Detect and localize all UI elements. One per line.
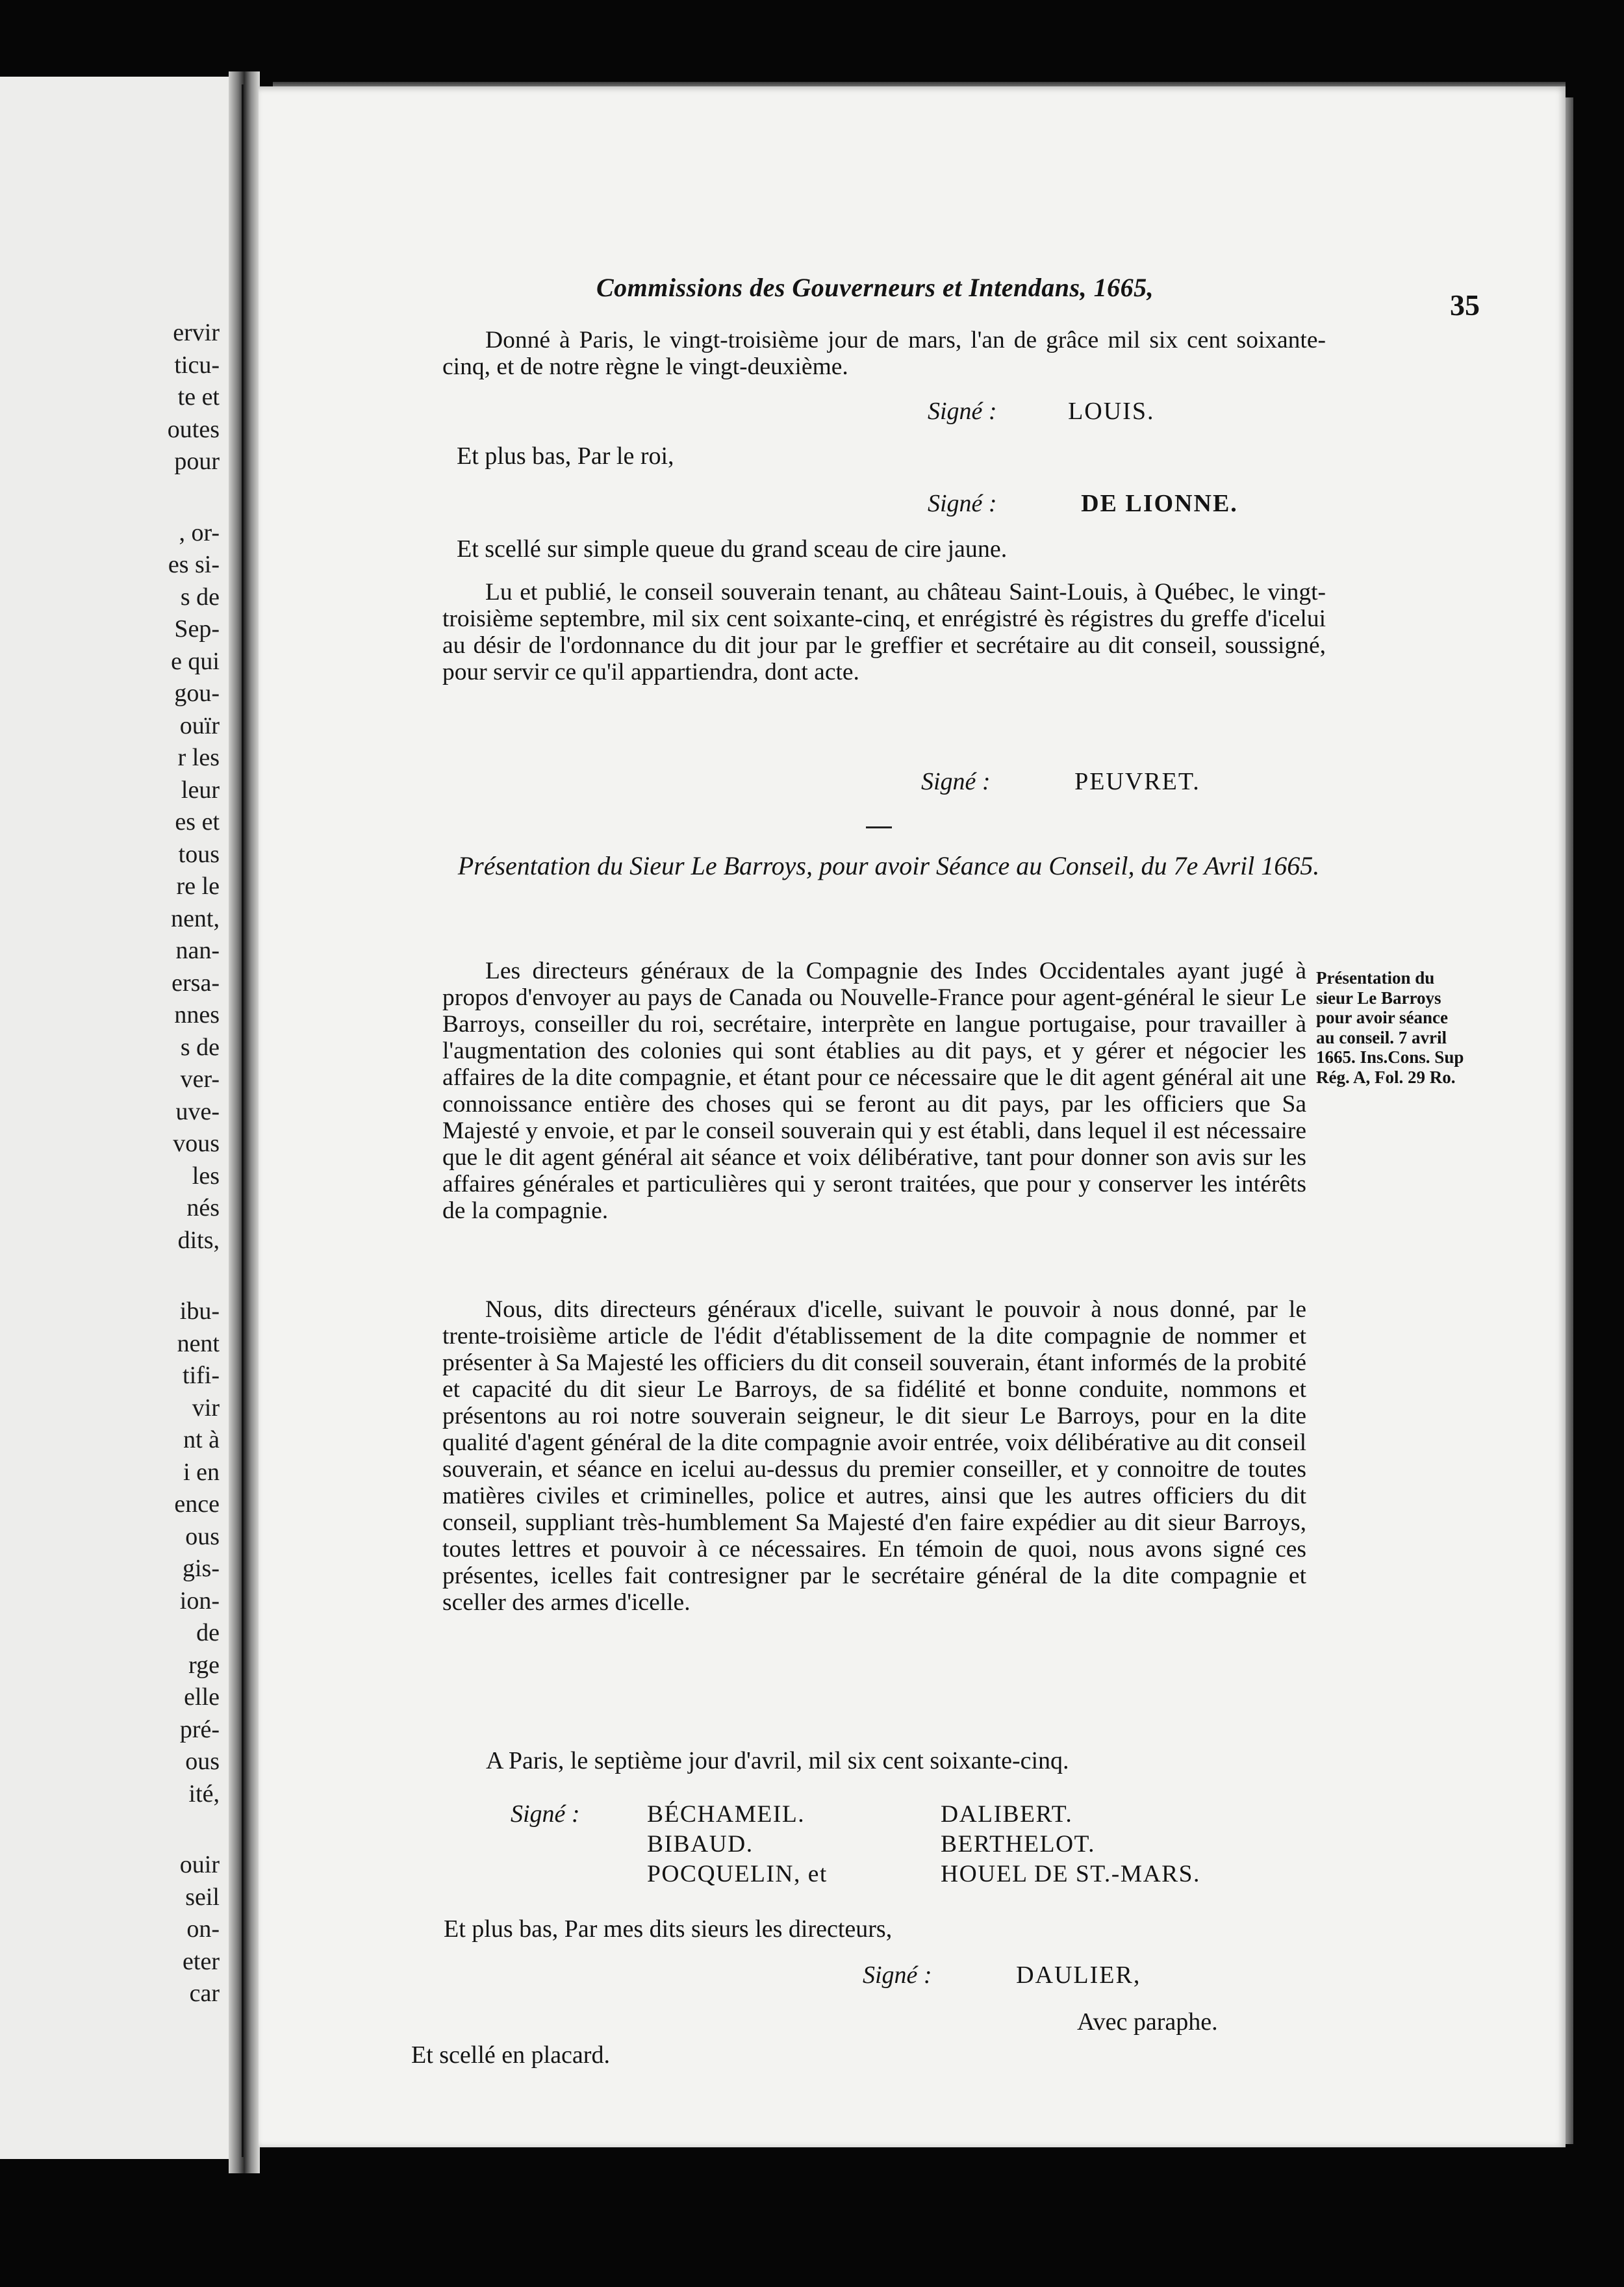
left-facing-page	[0, 77, 229, 2159]
signature-label: Signé :	[928, 398, 997, 425]
paragraph-nous: Nous, dits directeurs généraux d'icelle, suivant le pouvoir à nous donné, par le trente-troisième article de l'édit d'établissement de la dite compagnie de nommer et présenter à Sa Majesté les officiers du dit conseil souverain, étant informés de la probité et capacité du dit sieur Le Barroys, de sa fidélité et bonne conduite, nommons et présentons au roi notre souverain seigneur, le dit sieur Le Barroys, pour en la dite qualité d'agent général de la dite compagnie avoir entrée, voix délibérative au dit conseil souverain, et séance en icelui au-dessus du premier conseiller, et y connoitre de toutes matières civiles et criminelles, police et autres, ainsi que les autres officiers du dit conseil, suppliant très-humblement Sa Majesté d'en faire expédier au dit sieur Barroys, toutes lettres et pouvoir à ce nécessaires. En témoin de quoi, nous avons signé ces présentes, icelles fait contresigner par le secrétaire général de la dite compagnie et sceller des armes d'icelle.	[442, 1296, 1306, 1616]
signature-label: Signé :	[863, 1961, 932, 1989]
left-fragment-line: pré-	[179, 1715, 220, 1743]
signature-name: LOUIS.	[1068, 398, 1155, 425]
paragraph-directeurs: Les directeurs généraux de la Compagnie des Indes Occidentales ayant jugé à propos d'envoyer au pays de Canada ou Nouvelle-France pour agent-général le sieur Le Barroys, conseiller du roi, secrétaire, interprète en langue portugaise, pour travailler à l'augmentation des colonies qui sont établies au dit pays, et y gérer et négocier les affaires de la dite compagnie, et étant pour ce nécessaire que le dit agent général ait une connoissance entière des choses qui se feront au dit pays, par les officiers que Sa Majesté y envoie, et par le conseil souverain qui y est établi, dans lequel il est nécessaire que le dit agent général ait séance et voix délibérative, tant pour donner son avis sur les affaires générales et particulières qui y seront traitées, que pour y conserver les intérêts de la compagnie.	[442, 958, 1306, 1224]
left-fragment-line: nent	[177, 1329, 220, 1357]
left-fragment-line: outes	[167, 415, 220, 443]
place-date-line: A Paris, le septième jour d'avril, mil six cent soixante-cinq.	[486, 1747, 1069, 1774]
left-fragment-line: leur	[181, 776, 220, 804]
left-fragment-line: ver-	[180, 1066, 220, 1093]
left-fragment-line: nent,	[171, 904, 220, 932]
left-fragment-line: te et	[177, 383, 220, 411]
par-directeurs-line: Et plus bas, Par mes dits sieurs les directeurs,	[444, 1915, 893, 1943]
left-fragment-line: es et	[175, 808, 220, 836]
left-page-text-fragments	[168, 317, 220, 2010]
opening-paragraph: Donné à Paris, le vingt-troisième jour de mars, l'an de grâce mil six cent soixante-cinq, et de notre règne le vingt-deuxième.	[442, 327, 1326, 380]
left-fragment-line: tous	[178, 840, 220, 868]
left-fragment-line: ion-	[179, 1587, 220, 1615]
director-name: POCQUELIN, et	[647, 1861, 828, 1887]
left-fragment-line: gis-	[183, 1555, 220, 1582]
closing-line: Et scellé en placard.	[411, 2041, 610, 2069]
section-title: Présentation du Sieur Le Barroys, pour avoir Séance au Conseil, du 7e Avril 1665.	[457, 851, 1320, 880]
left-fragment-line: nt à	[183, 1426, 220, 1453]
left-fragment-line: ité,	[188, 1780, 220, 1808]
left-fragment-line: de	[196, 1619, 220, 1646]
left-fragment-line: gou-	[174, 680, 220, 707]
directors-names-column-2	[941, 1800, 1200, 1889]
left-fragment-line: les	[192, 1162, 220, 1190]
left-fragment-line: on-	[186, 1915, 220, 1943]
left-fragment-line: e qui	[171, 647, 220, 675]
left-fragment-line: re le	[176, 873, 220, 900]
signature-name: PEUVRET.	[1074, 768, 1200, 795]
left-fragment-line: ence	[174, 1490, 220, 1518]
left-fragment-line: vous	[173, 1130, 220, 1157]
left-fragment-line: , or-	[179, 518, 220, 546]
directors-names-column-1	[647, 1800, 828, 1889]
registration-paragraph: Lu et publié, le conseil souverain tenant, au château Saint-Louis, à Québec, le vingt-troisième septembre, mil six cent soixante-cinq, et enrégistré ès régistres du greffe d'icelui au désir de l'ordonnance du dit jour par le greffier et secrétaire au dit conseil, soussigné, pour servir ce qu'il appartiendra, dont acte.	[442, 579, 1326, 685]
left-fragment-line: nés	[186, 1194, 220, 1221]
left-fragment-line: nan-	[175, 937, 220, 964]
left-fragment-line: r les	[177, 744, 220, 771]
seal-line: Et scellé sur simple queue du grand sceau de cire jaune.	[457, 535, 1008, 563]
main-page	[259, 86, 1566, 2147]
gutter-shadow-line	[242, 84, 244, 2157]
left-fragment-line: vir	[192, 1394, 220, 1422]
left-fragment-line: car	[189, 1980, 220, 2007]
left-fragment-line	[168, 1810, 220, 1849]
page-number: 35	[1450, 288, 1480, 322]
left-fragment-line: s de	[180, 583, 220, 611]
left-fragment-line	[168, 478, 220, 517]
left-fragment-line: nnes	[174, 1001, 220, 1029]
left-fragment-line: ouir	[179, 1851, 220, 1878]
left-fragment-line	[168, 1257, 220, 1296]
left-fragment-line: ticu-	[174, 351, 220, 379]
left-fragment-line: es si-	[168, 551, 220, 578]
left-fragment-line: ersa-	[171, 969, 220, 997]
left-fragment-line: dits,	[177, 1226, 220, 1254]
left-fragment-line: ouïr	[179, 711, 220, 739]
left-fragment-line: uve-	[175, 1097, 220, 1125]
director-name: BÉCHAMEIL.	[647, 1801, 806, 1828]
director-name: BERTHELOT.	[941, 1831, 1096, 1858]
signature-label-directeurs: Signé :	[511, 1800, 580, 1828]
book-gutter	[229, 71, 260, 2173]
left-fragment-line: seil	[185, 1883, 220, 1911]
signature-peuvret	[921, 767, 1200, 796]
paraphe-line: Avec paraphe.	[1077, 2008, 1218, 2036]
left-fragment-line: tifi-	[183, 1362, 220, 1389]
signature-name: DAULIER,	[1016, 1961, 1141, 1989]
signature-daulier	[863, 1961, 1141, 1989]
section-divider	[866, 826, 892, 828]
signature-name: DE LIONNE.	[1081, 490, 1238, 517]
left-fragment-line: Sep-	[174, 615, 220, 643]
left-fragment-line: elle	[184, 1683, 220, 1711]
left-fragment-line: ous	[185, 1748, 220, 1775]
signature-label: Signé :	[928, 490, 997, 517]
left-fragment-line: ibu-	[179, 1297, 220, 1325]
signature-label: Signé :	[921, 768, 991, 795]
director-name: BIBAUD.	[647, 1831, 754, 1858]
signature-de-lionne	[928, 489, 1238, 518]
left-fragment-line: i en	[183, 1458, 220, 1486]
running-header: Commissions des Gouverneurs et Intendans, 1665,	[596, 273, 1154, 302]
left-fragment-line: rge	[188, 1651, 220, 1679]
margin-note: Présentation du sieur Le Barroys pour avoir séance au conseil. 7 avril 1665. Ins.Cons. Sup Rég. A, Fol. 29 Ro.	[1316, 968, 1464, 1087]
director-name: DALIBERT.	[941, 1801, 1073, 1828]
left-fragment-line: ervir	[173, 319, 220, 346]
left-fragment-line: eter	[183, 1947, 220, 1975]
left-fragment-line: s de	[180, 1033, 220, 1061]
left-fragment-line: pour	[174, 448, 220, 475]
director-name: HOUEL DE ST.-MARS.	[941, 1861, 1200, 1887]
par-le-roi-line: Et plus bas, Par le roi,	[457, 442, 674, 470]
signature-louis	[928, 397, 1154, 426]
left-fragment-line: ous	[185, 1522, 220, 1550]
